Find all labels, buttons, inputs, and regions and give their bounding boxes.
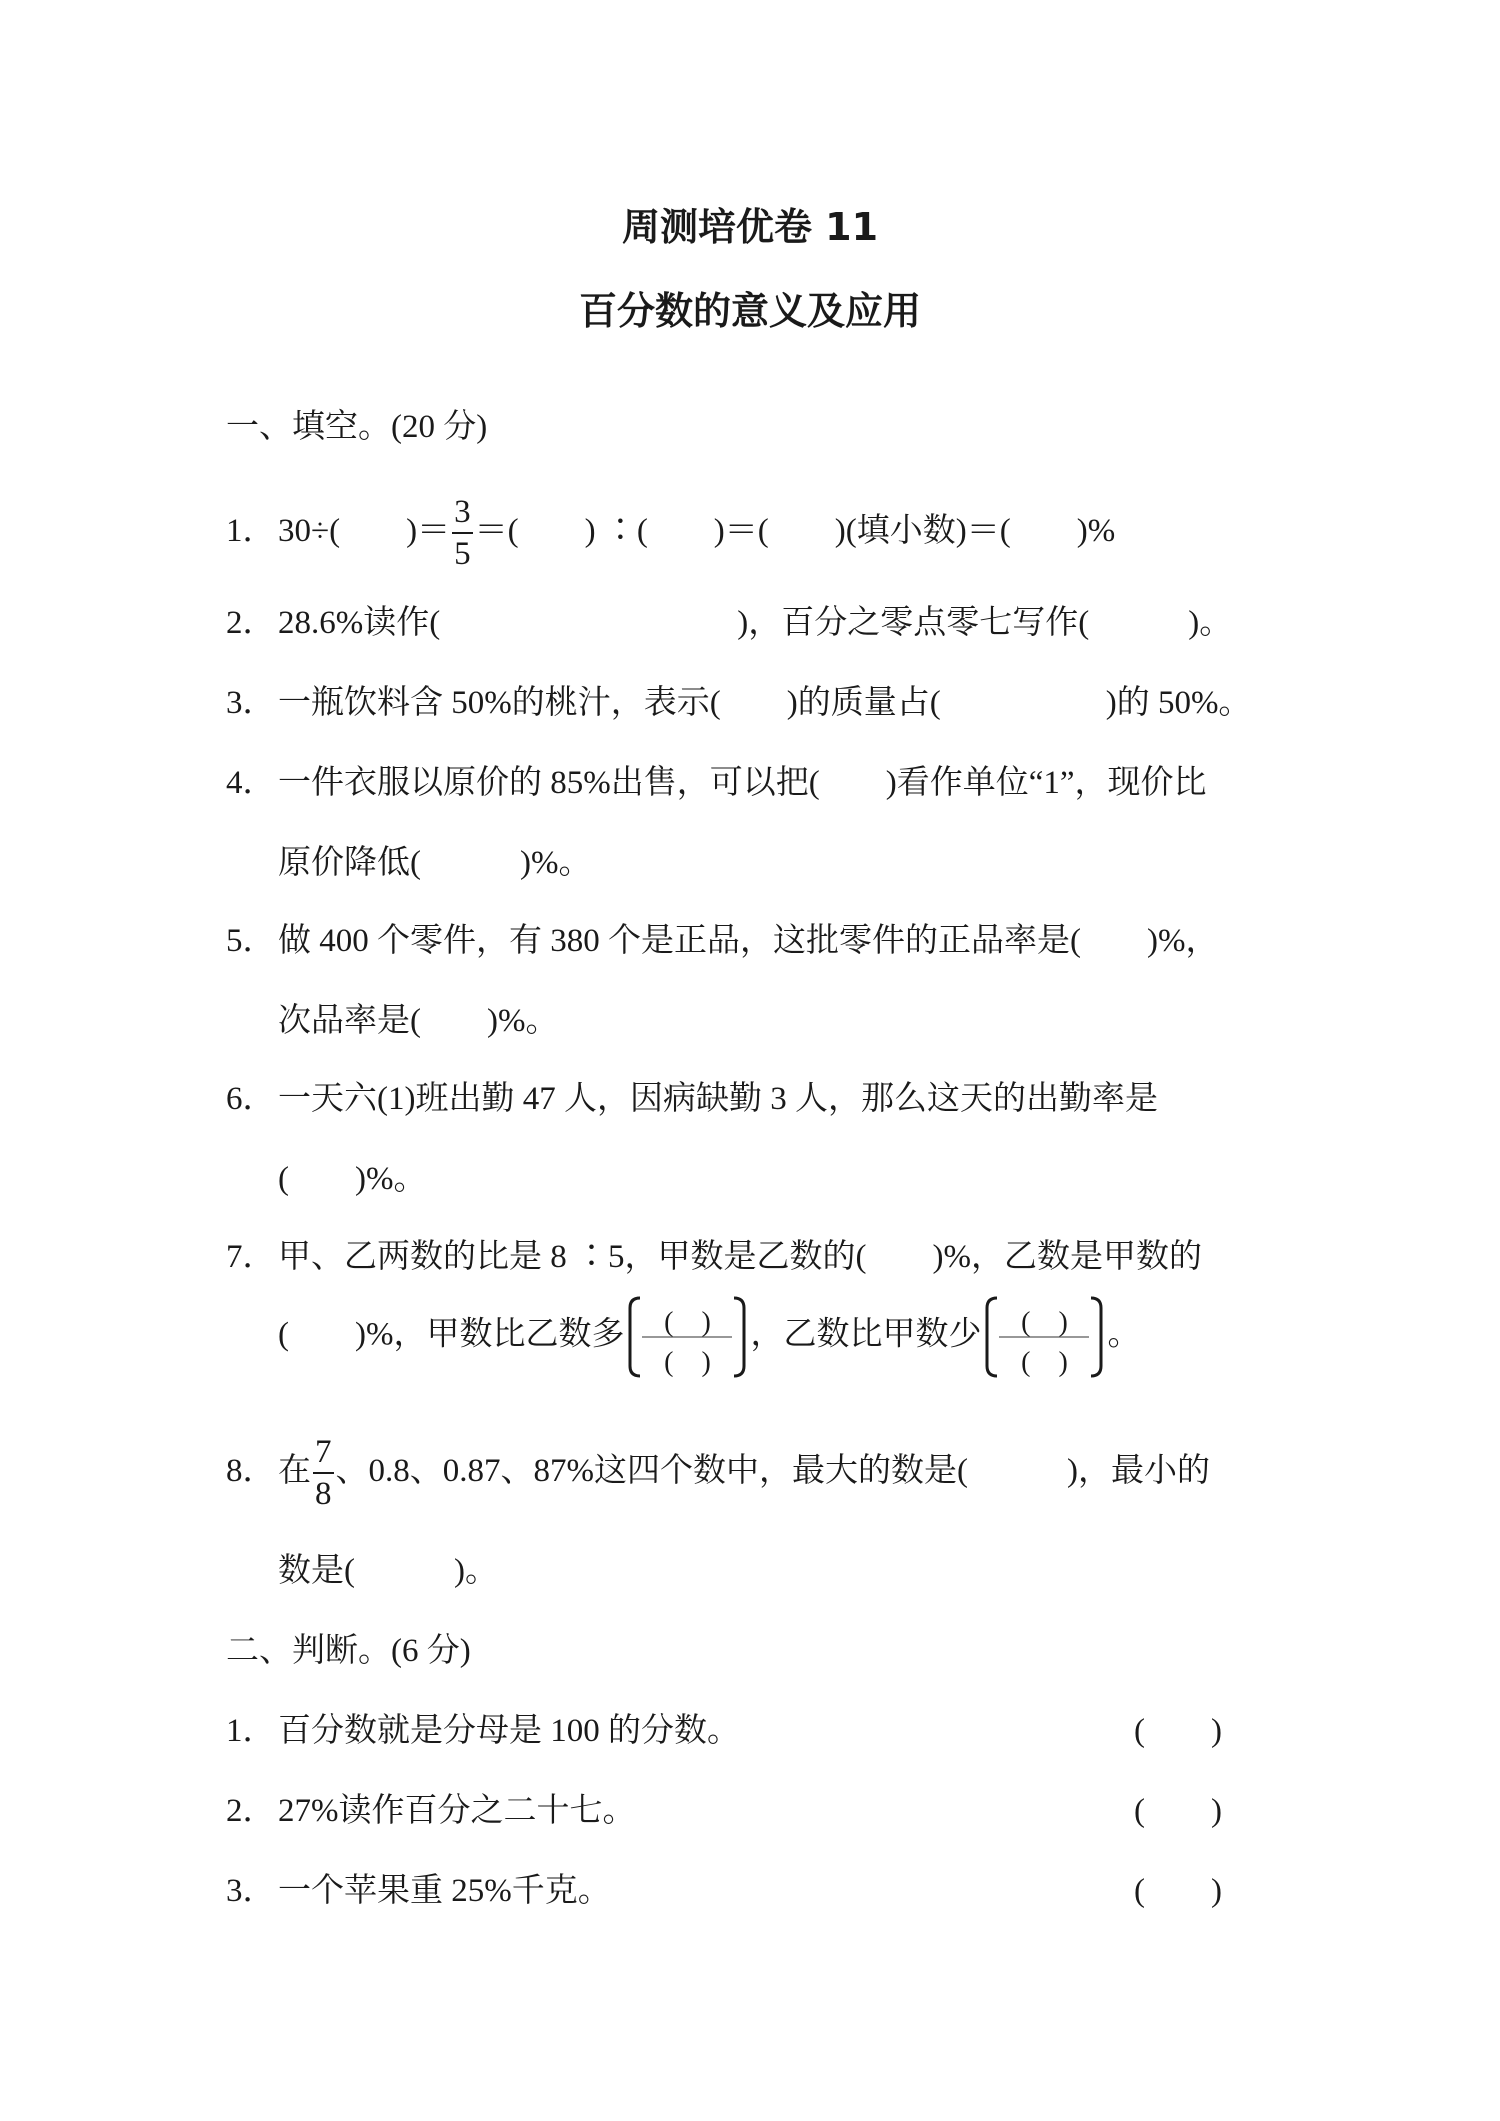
question-text: 百分数就是分母是 100 的分数。 bbox=[278, 1713, 740, 1749]
question-text: 一瓶饮料含 50%的桃汁，表示( )的质量占( )的 50%。 bbox=[278, 685, 1252, 721]
question-1-5 bbox=[226, 914, 1218, 961]
fraction-blank-top: ( ) bbox=[664, 1307, 711, 1338]
question-text-a: 30÷( )＝ bbox=[278, 513, 451, 550]
answer-parentheses: ( ) bbox=[1134, 1713, 1222, 1749]
answer-parentheses: ( ) bbox=[1134, 1793, 1222, 1829]
fraction-blank-bottom: ( ) bbox=[664, 1347, 711, 1378]
question-number: 7． bbox=[226, 1239, 276, 1275]
question-number: 3． bbox=[226, 1873, 276, 1909]
fraction-denominator: 8 bbox=[315, 1476, 332, 1512]
answer-parentheses: ( ) bbox=[1134, 1873, 1222, 1909]
question-text-line1: 甲、乙两数的比是 8 ∶5，甲数是乙数的( )%，乙数是甲数的 bbox=[278, 1239, 1202, 1275]
question-number: 2． bbox=[226, 605, 276, 641]
question-text: 一个苹果重 25%千克。 bbox=[278, 1873, 611, 1909]
question-number: 1． bbox=[226, 513, 276, 550]
judge-question-1 bbox=[226, 1704, 740, 1751]
question-1-3 bbox=[226, 676, 1251, 723]
page-title: 周测培优卷 11 bbox=[621, 205, 879, 249]
question-text-line2b: ，乙数比甲数少 bbox=[750, 1316, 982, 1353]
question-1-4 bbox=[226, 756, 1207, 803]
fraction-numerator: 7 bbox=[313, 1436, 334, 1474]
question-1-5-line2: 次品率是( )%。 bbox=[278, 1003, 559, 1039]
question-number: 8． bbox=[226, 1453, 276, 1490]
question-text-line1: 做 400 个零件，有 380 个是正品，这批零件的正品率是( )%， bbox=[278, 923, 1219, 959]
question-text: 28.6%读作( )，百分之零点零七写作( )。 bbox=[278, 605, 1233, 641]
fraction-blank-top: ( ) bbox=[1021, 1307, 1068, 1338]
fraction-3-5 bbox=[452, 496, 473, 571]
section-2-heading: 二、判断。(6 分) bbox=[226, 1633, 471, 1669]
question-text-line1: 一天六(1)班出勤 47 人，因病缺勤 3 人，那么这天的出勤率是 bbox=[278, 1081, 1158, 1117]
question-text-line2c: 。 bbox=[1107, 1316, 1141, 1353]
question-text-b: 、0.8、0.87、87%这四个数中，最大的数是( )，最小的 bbox=[335, 1453, 1210, 1490]
section-1-heading: 一、填空。(20 分) bbox=[226, 409, 488, 445]
question-text: 27%读作百分之二十七。 bbox=[278, 1793, 636, 1829]
question-number: 4． bbox=[226, 765, 276, 801]
question-1-6 bbox=[226, 1072, 1158, 1119]
question-1-1 bbox=[226, 496, 1115, 571]
page-subtitle: 百分数的意义及应用 bbox=[578, 289, 921, 333]
question-1-8-line2: 数是( )。 bbox=[278, 1553, 498, 1589]
question-number: 1． bbox=[226, 1713, 276, 1749]
question-1-7 bbox=[226, 1230, 1202, 1277]
fraction-answer-box bbox=[628, 1296, 746, 1378]
question-text-line1: 一件衣服以原价的 85%出售，可以把( )看作单位“1”，现价比 bbox=[278, 765, 1207, 801]
question-1-7-line2 bbox=[278, 1296, 1140, 1378]
question-text-b: ＝( ) ∶( )＝( )(填小数)＝( )% bbox=[474, 513, 1116, 550]
question-number: 6． bbox=[226, 1081, 276, 1117]
question-text-a: 在 bbox=[278, 1453, 311, 1490]
question-1-6-line2: ( )%。 bbox=[278, 1161, 427, 1197]
question-1-4-line2: 原价降低( )%。 bbox=[278, 845, 592, 881]
fraction-answer-box bbox=[985, 1296, 1103, 1378]
fraction-7-8 bbox=[313, 1436, 334, 1511]
fraction-numerator: 3 bbox=[452, 496, 473, 534]
question-text-line2a: ( )%，甲数比乙数多 bbox=[278, 1316, 625, 1353]
question-1-2 bbox=[226, 596, 1232, 643]
judge-question-2 bbox=[226, 1784, 636, 1831]
fraction-denominator: 5 bbox=[454, 536, 471, 572]
question-number: 5． bbox=[226, 923, 276, 959]
fraction-blank-bottom: ( ) bbox=[1021, 1347, 1068, 1378]
question-number: 2． bbox=[226, 1793, 276, 1829]
question-number: 3． bbox=[226, 685, 276, 721]
question-1-8 bbox=[226, 1436, 1210, 1511]
judge-question-3 bbox=[226, 1864, 611, 1911]
